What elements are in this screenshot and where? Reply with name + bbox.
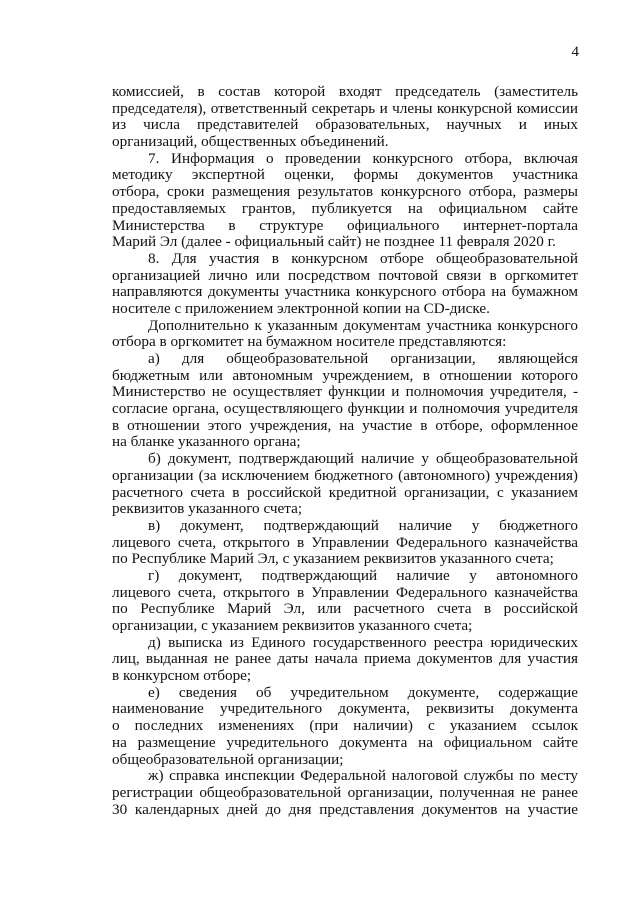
text-line: в отношении этого учреждения, на участие в отборе, оформленное — [112, 417, 578, 434]
text-line: в конкурсном отборе; — [112, 667, 252, 685]
text-line: организаций, общественных объединений. — [112, 133, 389, 151]
text-line: а) для общеобразовательной организации, являющейся — [148, 351, 578, 367]
text-line: Министерства в структуре официального интернет-портала — [112, 217, 578, 234]
text-line: расчетного счета в российской кредитной организации, с указанием — [112, 484, 578, 501]
text-line: направляются документы участника конкурсного отбора на бумажном — [112, 284, 578, 301]
document-body — [112, 84, 578, 818]
text-line: 8. Для участия в конкурсном отборе общеобразовательной — [148, 250, 578, 267]
text-line: организации (за исключением бюджетного (автономного) учреждения) — [112, 467, 578, 484]
text-line: ж) справка инспекции Федеральной налоговой службы по месту — [148, 768, 578, 785]
text-line: из числа представителей образовательных, научных и иных — [112, 117, 578, 134]
text-line: носителе с приложением электронной копии на CD-диске. — [112, 299, 490, 317]
text-line: Министерство не осуществляет функции и полномочия учредителя, - — [112, 384, 578, 401]
text-line: отбора, сроки размещения результатов конкурсного отбора, размеры — [112, 184, 578, 201]
text-line: е) сведения об учредительном документе, содержащие — [148, 684, 578, 701]
text-line: в) документ, подтверждающий наличие у бюджетного — [148, 517, 578, 534]
text-line: о последних изменениях (при наличии) с указанием ссылок — [112, 718, 578, 735]
text-line: организацией лично или посредством почтовой связи в оргкомитет — [112, 267, 578, 284]
text-line: лиц, выданная не ранее даты начала приема документов для участия — [112, 651, 578, 668]
text-line: 30 календарных дней до дня представления документов на участие — [112, 801, 578, 818]
text-line: лицевого счета, открытого в Управлении Федерального казначейства — [112, 534, 578, 551]
text-line: председателя), ответственный секретарь и члены конкурсной комиссии — [112, 100, 578, 117]
text-line: регистрации общеобразовательной организации, полученная не ранее — [112, 784, 578, 801]
text-line: комиссией, в состав которой входят председатель (заместитель — [112, 84, 578, 100]
text-line: наименование учредительного документа, реквизиты документа — [112, 701, 578, 718]
page-number: 4 — [571, 44, 579, 60]
text-line: г) документ, подтверждающий наличие у автономного — [148, 567, 578, 584]
text-line: на бланке указанного органа; — [112, 433, 301, 451]
text-line: бюджетным или автономным учреждением, в отношении которого — [112, 367, 578, 384]
text-line: б) документ, подтверждающий наличие у общеобразовательной — [148, 451, 578, 468]
text-line: согласие органа, осуществляющего функции и полномочия учредителя — [112, 401, 578, 418]
text-line: д) выписка из Единого государственного реестра юридических — [148, 634, 578, 651]
text-line: на размещение учредительного документа на официальном сайте — [112, 734, 578, 751]
text-line: по Республике Марий Эл, с указанием реквизитов указанного счета; — [112, 550, 554, 568]
text-line: 7. Информация о проведении конкурсного отбора, включая — [148, 150, 578, 167]
text-line: общеобразовательной организации; — [112, 750, 344, 768]
text-line: реквизитов указанного счета; — [112, 500, 303, 518]
text-line: лицевого счета, открытого в Управлении Федерального казначейства — [112, 584, 578, 601]
text-line: отбора в оргкомитет на бумажном носителе представляются: — [112, 333, 507, 351]
text-line: предоставляемых грантов, публикуется на официальном сайте — [112, 200, 578, 217]
text-line: Дополнительно к указанным документам участника конкурсного — [148, 317, 578, 334]
text-line: организации, с указанием реквизитов указанного счета; — [112, 617, 473, 634]
text-line: по Республике Марий Эл, или расчетного счета в российской — [112, 601, 578, 618]
text-line: Марий Эл (далее - официальный сайт) не позднее 11 февраля 2020 г. — [112, 233, 556, 251]
text-line: методику экспертной оценки, формы документов участника — [112, 167, 578, 184]
